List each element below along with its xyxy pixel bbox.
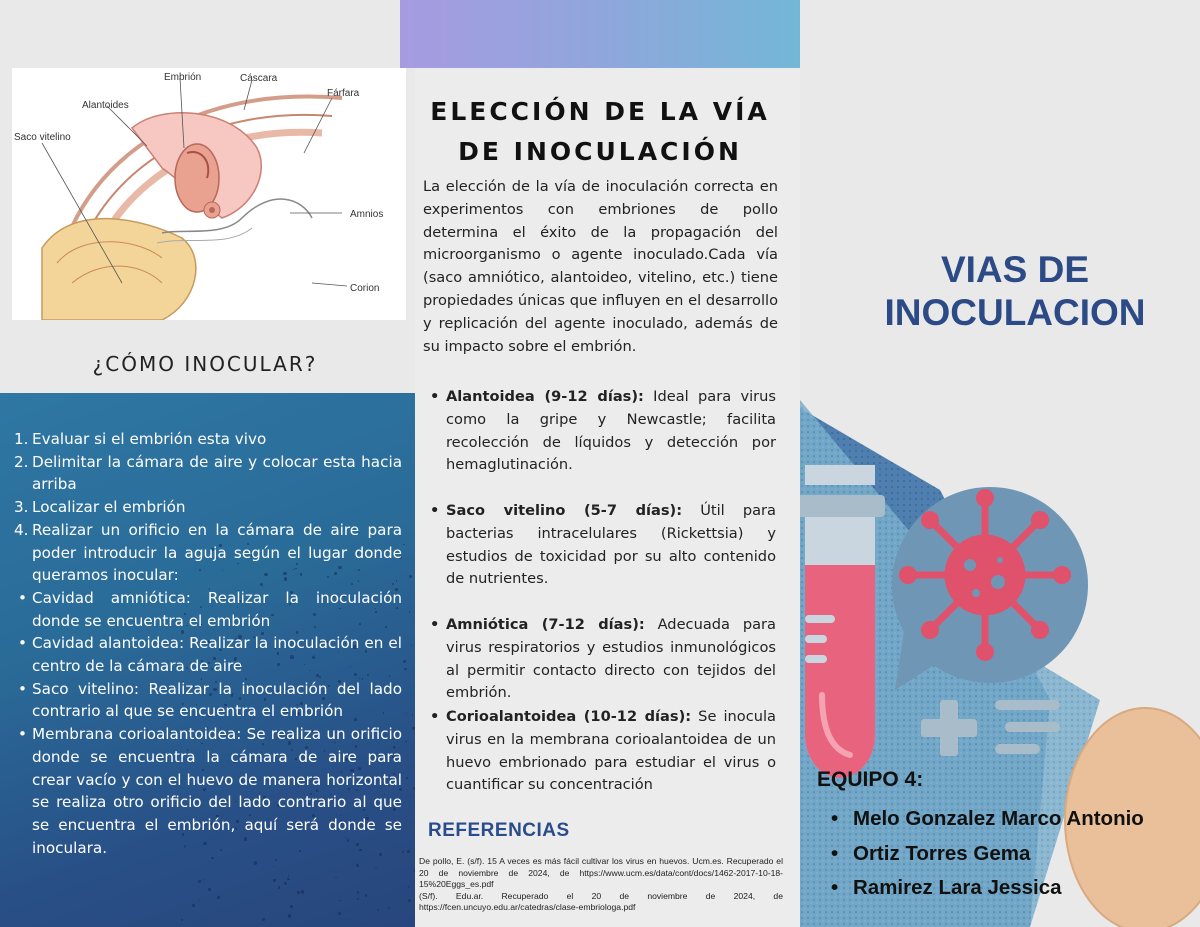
texture-speckle bbox=[365, 894, 367, 896]
route-description: Ideal para virus como la gripe y Newcastle; facilita recolección de líquidos y detección por hemaglutinación. bbox=[446, 388, 777, 474]
step-number: 2. bbox=[14, 452, 29, 471]
brochure-main-title bbox=[850, 248, 1180, 334]
texture-speckle bbox=[275, 859, 277, 861]
texture-speckle bbox=[407, 850, 410, 853]
reference-item: De pollo, E. (s/f). 15 A veces es más fácil cultivar los virus en huevos. Ucm.es. Recuperado el 20 de noviembre de 2024, de https://www.ucm.es/data/cont/docs/1462-2017-10-18-15%20Eggs_es.pdf bbox=[419, 856, 783, 889]
texture-speckle bbox=[346, 919, 347, 920]
route-item bbox=[428, 386, 776, 477]
egg-embryo-diagram bbox=[12, 68, 406, 320]
texture-speckle bbox=[335, 877, 337, 879]
texture-speckle bbox=[273, 879, 276, 882]
step-item bbox=[14, 519, 402, 587]
texture-speckle bbox=[388, 907, 390, 909]
step-number: 3. bbox=[14, 498, 29, 517]
texture-speckle bbox=[273, 866, 274, 867]
texture-speckle bbox=[198, 880, 200, 882]
route-item bbox=[428, 706, 776, 797]
texture-speckle bbox=[290, 905, 293, 908]
texture-speckle bbox=[403, 772, 404, 773]
texture-speckle bbox=[412, 714, 414, 716]
team-title: EQUIPO 4: bbox=[817, 768, 924, 791]
inoculation-site-item: • Cavidad alantoidea: Realizar la inoculación en el centro de la cámara de aire bbox=[14, 632, 402, 677]
step-text: Evaluar si el embrión esta vivo bbox=[32, 430, 267, 448]
texture-speckle bbox=[339, 900, 340, 901]
route-name: Saco vitelino (5-7 días): bbox=[446, 502, 683, 519]
texture-speckle bbox=[208, 888, 211, 891]
top-gradient-bar bbox=[400, 0, 800, 68]
route-description: Adecuada para virus respiratorios y estudios inmunológicos al permitir contacto directo con tejidos del embrión. bbox=[446, 616, 776, 702]
route-item-amniotica-block bbox=[428, 614, 776, 705]
label-embrion: Embrión bbox=[164, 72, 202, 83]
route-item bbox=[428, 500, 776, 591]
label-saco-vitelino: Saco vitelino bbox=[14, 132, 71, 143]
texture-speckle bbox=[365, 924, 366, 925]
route-name: Alantoidea (9-12 días): bbox=[446, 388, 644, 405]
texture-speckle bbox=[181, 919, 184, 922]
how-to-inoculate-title: ¿CÓMO INOCULAR? bbox=[92, 352, 318, 376]
texture-speckle bbox=[288, 875, 289, 876]
texture-speckle bbox=[192, 904, 195, 907]
label-corion: Corion bbox=[350, 283, 380, 294]
inoculation-site-item: • Cavidad amniótica: Realizar la inoculación donde se encuentra el embrión bbox=[14, 587, 402, 632]
texture-speckle bbox=[406, 713, 407, 714]
inoculation-steps bbox=[14, 428, 402, 859]
team-member: • Ortiz Torres Gema bbox=[828, 837, 1144, 872]
texture-speckle bbox=[338, 912, 341, 915]
virus-icon bbox=[899, 489, 1071, 661]
label-alantoides: Alantoides bbox=[82, 100, 129, 111]
step-item bbox=[14, 428, 402, 451]
step-item bbox=[14, 496, 402, 519]
test-tube-icon bbox=[800, 465, 885, 778]
step-text: Delimitar la cámara de aire y colocar esta hacia arriba bbox=[32, 452, 402, 494]
texture-speckle bbox=[403, 660, 406, 663]
team-member: • Melo Gonzalez Marco Antonio bbox=[828, 802, 1144, 837]
route-item-saco-vitelino-block bbox=[428, 500, 776, 591]
texture-speckle bbox=[287, 878, 289, 880]
texture-speckle bbox=[408, 899, 411, 902]
step-number: 4. bbox=[14, 520, 29, 539]
inoculation-site-item: • Saco vitelino: Realizar la inoculación del lado contrario al que se encuentra el embrión bbox=[14, 678, 402, 723]
team-members-list bbox=[828, 802, 1144, 906]
step-item bbox=[14, 451, 402, 496]
texture-speckle bbox=[409, 575, 412, 578]
label-cascara: Cáscara bbox=[240, 73, 278, 84]
texture-speckle bbox=[414, 869, 415, 872]
texture-speckle bbox=[254, 861, 257, 864]
route-choice-title bbox=[420, 92, 780, 172]
texture-speckle bbox=[413, 787, 415, 790]
texture-speckle bbox=[288, 914, 291, 917]
texture-speckle bbox=[412, 727, 415, 730]
route-description: Se inocula virus en la membrana corioalantoidea de un huevo embrionado para estudiar el virus o cuantificar su concentración bbox=[446, 708, 776, 794]
texture-speckle bbox=[413, 796, 414, 797]
references-list bbox=[419, 856, 783, 914]
texture-speckle bbox=[356, 864, 359, 867]
texture-speckle bbox=[375, 867, 376, 868]
texture-speckle bbox=[262, 918, 265, 921]
route-description: Útil para bacterias intracelulares (Rickettsia) y estudios de toxicidad por su alto contenido de nutrientes. bbox=[446, 502, 776, 588]
route-item bbox=[428, 614, 776, 705]
texture-speckle bbox=[377, 909, 379, 911]
texture-speckle bbox=[409, 611, 410, 612]
main-title-line2: INOCULACION bbox=[884, 292, 1146, 333]
texture-speckle bbox=[357, 898, 359, 900]
texture-speckle bbox=[199, 899, 201, 901]
texture-speckle bbox=[301, 890, 304, 893]
texture-speckle bbox=[314, 894, 315, 895]
route-item-corioalantoidea-block bbox=[428, 706, 776, 797]
route-name: Amniótica (7-12 días): bbox=[446, 616, 645, 633]
texture-speckle bbox=[357, 891, 360, 894]
step-text: Realizar un orificio en la cámara de aire para poder introducir la aguja según el lugar donde queramos inocular: bbox=[32, 520, 402, 585]
route-item-alantoidea-block bbox=[428, 386, 776, 477]
route-name: Corioalantoidea (10-12 días): bbox=[446, 708, 692, 725]
route-choice-title-line2: DE INOCULACIÓN bbox=[458, 137, 742, 166]
texture-speckle bbox=[217, 896, 220, 899]
texture-speckle bbox=[204, 879, 206, 881]
texture-speckle bbox=[278, 886, 280, 888]
texture-speckle bbox=[284, 882, 287, 885]
inoculation-site-item: • Membrana corioalantoidea: Se realiza un orificio donde se encuentra la cámara de aire para crear vacío y con el huevo de manera horizontal se realiza otro orificio del lado contrario al que se encuentra el embrión, aquí será donde se inoculara. bbox=[14, 723, 402, 859]
team-member: • Ramirez Lara Jessica bbox=[828, 871, 1144, 906]
references-title: REFERENCIAS bbox=[428, 820, 570, 841]
label-amnios: Amnios bbox=[350, 209, 384, 220]
texture-speckle bbox=[403, 544, 405, 546]
label-farfara: Fárfara bbox=[327, 88, 360, 99]
texture-speckle bbox=[297, 891, 300, 894]
texture-speckle bbox=[406, 777, 408, 779]
reference-item: (S/f). Edu.ar. Recuperado el 20 de noviembre de 2024, de https://fcen.uncuyo.edu.ar/catedras/clase-embriologa.pdf bbox=[419, 890, 783, 912]
texture-speckle bbox=[411, 645, 412, 646]
route-choice-title-line1: ELECCIÓN DE LA VÍA bbox=[430, 97, 770, 126]
texture-speckle bbox=[408, 886, 410, 888]
texture-speckle bbox=[404, 668, 406, 670]
step-number: 1. bbox=[14, 430, 29, 448]
main-title-line1: VIAS DE bbox=[940, 249, 1090, 290]
texture-speckle bbox=[405, 741, 406, 742]
route-choice-intro: La elección de la vía de inoculación correcta en experimentos con embriones de pollo determina el éxito de la propagación del microorganismo o agente inoculado.Cada vía (saco amniótico, alantoideo, vitelino, etc.) tiene propiedades únicas que influyen en el desarrollo y replicación del agente inoculado, además de su impacto sobre el embrión. bbox=[423, 178, 778, 355]
texture-speckle bbox=[402, 851, 404, 853]
step-text: Localizar el embrión bbox=[32, 498, 186, 517]
